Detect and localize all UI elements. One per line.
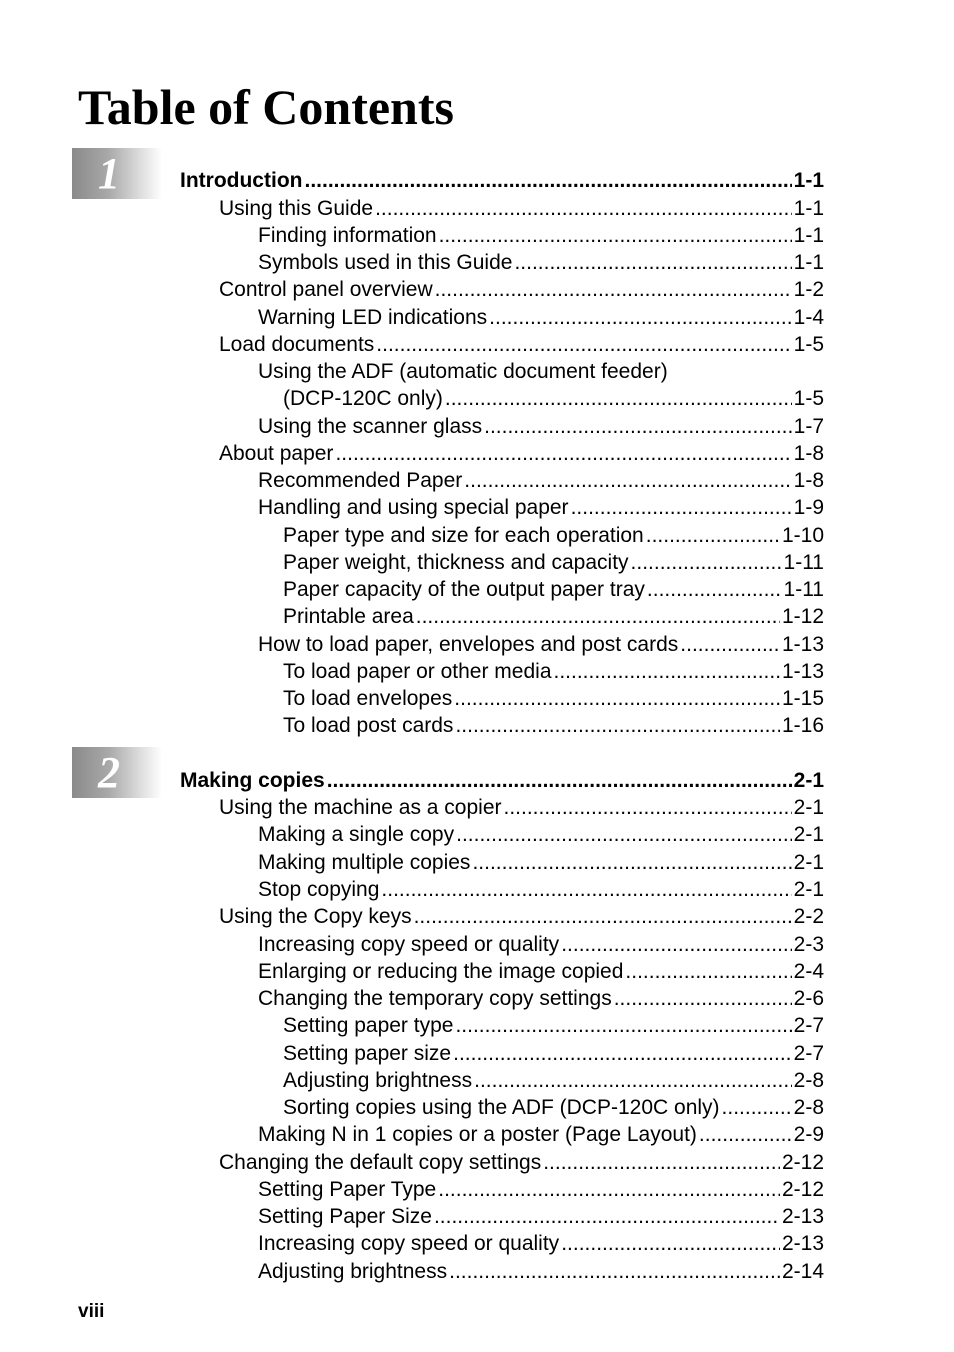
- toc-entry[interactable]: [283, 685, 824, 712]
- toc-page-ref: 1-16: [781, 714, 824, 737]
- page-title: Table of Contents: [78, 79, 454, 135]
- toc-entry-title: Setting Paper Size: [258, 1205, 432, 1228]
- toc-page-ref: 1-4: [793, 306, 824, 329]
- toc-entry[interactable]: [283, 1012, 824, 1039]
- toc-entry-title: Introduction: [180, 169, 303, 192]
- toc-entry-title: Enlarging or reducing the image copied: [258, 960, 624, 983]
- toc-page-ref: 1-1: [793, 251, 824, 274]
- toc-entry[interactable]: [258, 931, 824, 958]
- toc-page-ref: 1-9: [793, 496, 824, 519]
- toc-entry-title: Adjusting brightness: [283, 1069, 473, 1092]
- leader-dots: [434, 1203, 780, 1230]
- toc-entry[interactable]: [219, 794, 824, 821]
- toc-entry[interactable]: [258, 1203, 824, 1230]
- toc-entry-title: Using the scanner glass: [258, 415, 483, 438]
- toc-entry[interactable]: [258, 1230, 824, 1257]
- toc-entry-title: Increasing copy speed or quality: [258, 933, 560, 956]
- leader-dots: [453, 1040, 792, 1067]
- toc-entry-title: To load paper or other media: [283, 660, 552, 683]
- toc-page-ref: 2-13: [781, 1232, 824, 1255]
- toc-entry[interactable]: [258, 249, 824, 276]
- toc-page-ref: 2-1: [793, 796, 824, 819]
- toc-entry-title: Paper type and size for each operation: [283, 524, 644, 547]
- toc-entry[interactable]: [258, 494, 824, 521]
- toc-entry[interactable]: [219, 440, 824, 467]
- toc-entry-title: Increasing copy speed or quality: [258, 1232, 560, 1255]
- toc-entry[interactable]: [258, 849, 824, 876]
- toc-entry-title: Changing the temporary copy settings: [258, 987, 612, 1010]
- leader-dots: [484, 413, 792, 440]
- toc-page-ref: 1-2: [793, 278, 824, 301]
- leader-dots: [375, 195, 792, 222]
- toc-page-ref: 1-13: [781, 660, 824, 683]
- toc-entry[interactable]: [258, 1258, 824, 1285]
- toc-page-ref: 2-2: [793, 905, 824, 928]
- toc-page-ref: 1-5: [793, 333, 824, 356]
- leader-dots: [327, 767, 792, 794]
- toc-entry[interactable]: [258, 876, 824, 903]
- toc-entry-title: Setting paper type: [283, 1014, 454, 1037]
- toc-page-ref: 2-1: [793, 769, 824, 792]
- toc-entry[interactable]: [283, 1040, 824, 1067]
- leader-dots: [455, 712, 780, 739]
- toc-entry-title: Finding information: [258, 224, 437, 247]
- leader-dots: [554, 658, 780, 685]
- toc-page-ref: 1-8: [793, 469, 824, 492]
- toc-entry-title: Making N in 1 copies or a poster (Page Layout): [258, 1123, 697, 1146]
- toc-entry-title: Printable area: [283, 605, 414, 628]
- leader-dots: [625, 958, 791, 985]
- toc-entry-wrapped-line2[interactable]: [283, 385, 824, 412]
- toc-entry-title: Adjusting brightness: [258, 1260, 448, 1283]
- leader-dots: [631, 549, 782, 576]
- toc-page-ref: 1-11: [783, 578, 824, 601]
- chapter-number: 1: [98, 149, 120, 198]
- toc-entry[interactable]: [283, 1094, 824, 1121]
- chapter-tab-2: [72, 747, 162, 798]
- toc-entry[interactable]: [283, 658, 824, 685]
- toc-page-ref: 2-12: [781, 1178, 824, 1201]
- toc-entry[interactable]: [283, 549, 824, 576]
- toc-entry-title: Control panel overview: [219, 278, 433, 301]
- toc-entry-title: Setting paper size: [283, 1042, 452, 1065]
- toc-page-ref: 1-12: [781, 605, 824, 628]
- leader-dots: [489, 304, 791, 331]
- leader-dots: [504, 794, 792, 821]
- toc-page-ref: 1-1: [793, 169, 824, 192]
- toc-page-ref: 2-8: [793, 1069, 824, 1092]
- leader-dots: [646, 522, 780, 549]
- leader-dots: [561, 1230, 780, 1257]
- toc-page-ref: 1-5: [793, 387, 824, 410]
- leader-dots: [472, 849, 791, 876]
- toc-entry-title: Load documents: [219, 333, 375, 356]
- toc-entry[interactable]: [258, 467, 824, 494]
- toc-page-ref: 2-4: [793, 960, 824, 983]
- toc-entry-title: Stop copying: [258, 878, 380, 901]
- leader-dots: [614, 985, 792, 1012]
- toc-page-ref: 1-11: [783, 551, 824, 574]
- toc-entry-title: Using this Guide: [219, 197, 374, 220]
- toc-page-ref: 1-8: [793, 442, 824, 465]
- toc-page-ref: 2-14: [781, 1260, 824, 1283]
- toc-entry[interactable]: [258, 958, 824, 985]
- leader-dots: [680, 631, 780, 658]
- toc-chapter-making-copies[interactable]: [180, 767, 824, 794]
- toc-entry-title: About paper: [219, 442, 334, 465]
- toc-page-ref: 1-7: [793, 415, 824, 438]
- toc-page-ref: 1-13: [781, 633, 824, 656]
- toc-page-ref: 2-6: [793, 987, 824, 1010]
- page-number: viii: [78, 1301, 105, 1322]
- toc-entry-title: Symbols used in this Guide: [258, 251, 513, 274]
- toc-entry[interactable]: [258, 821, 824, 848]
- leader-dots: [416, 603, 780, 630]
- toc-page-ref: 2-12: [781, 1151, 824, 1174]
- toc-entry[interactable]: [258, 631, 824, 658]
- leader-dots: [456, 821, 792, 848]
- toc-entry-title: To load envelopes: [283, 687, 453, 710]
- toc-entry-title: How to load paper, envelopes and post cards: [258, 633, 679, 656]
- toc-page-ref: 2-1: [793, 851, 824, 874]
- leader-dots: [438, 1176, 780, 1203]
- toc-entry[interactable]: [219, 1149, 824, 1176]
- chapter-number: 2: [98, 748, 120, 797]
- toc-page-ref: 2-9: [793, 1123, 824, 1146]
- toc-entry-title: Using the machine as a copier: [219, 796, 502, 819]
- toc-page-ref: 1-1: [793, 197, 824, 220]
- leader-dots: [647, 576, 782, 603]
- toc-entry[interactable]: [283, 576, 824, 603]
- toc-page-ref: 1-10: [781, 524, 824, 547]
- leader-dots: [304, 167, 791, 194]
- toc-entry[interactable]: [283, 1067, 824, 1094]
- toc-entry[interactable]: [258, 1121, 824, 1148]
- toc-entry-title: Changing the default copy settings: [219, 1151, 542, 1174]
- toc-page-ref: 2-13: [781, 1205, 824, 1228]
- toc-entry[interactable]: [258, 304, 824, 331]
- toc-entry-title: Using the Copy keys: [219, 905, 412, 928]
- toc-entry-title-continued: (DCP-120C only): [283, 387, 443, 410]
- toc-entry[interactable]: [283, 712, 824, 739]
- toc-page-ref: 2-7: [793, 1042, 824, 1065]
- leader-dots: [449, 1258, 780, 1285]
- leader-dots: [381, 876, 791, 903]
- toc-page-ref: 2-8: [793, 1096, 824, 1119]
- toc-entry[interactable]: [258, 985, 824, 1012]
- leader-dots: [445, 385, 792, 412]
- toc-entry[interactable]: [258, 1176, 824, 1203]
- leader-dots: [699, 1121, 792, 1148]
- toc-entry-title: Setting Paper Type: [258, 1178, 437, 1201]
- toc-entry[interactable]: [219, 903, 824, 930]
- toc-entry[interactable]: [258, 222, 824, 249]
- toc-entry-title: Using the ADF (automatic document feeder): [258, 360, 668, 383]
- toc-entry[interactable]: [258, 413, 824, 440]
- toc-entry-title: To load post cards: [283, 714, 454, 737]
- toc-entry-title: Making multiple copies: [258, 851, 471, 874]
- leader-dots: [376, 331, 791, 358]
- toc-entry-title: Warning LED indications: [258, 306, 488, 329]
- leader-dots: [514, 249, 791, 276]
- leader-dots: [335, 440, 791, 467]
- toc-page-ref: 2-3: [793, 933, 824, 956]
- toc-page-ref: 1-1: [793, 224, 824, 247]
- chapter-tab-1: [72, 148, 162, 199]
- leader-dots: [439, 222, 792, 249]
- toc-entry-title: Making copies: [180, 769, 325, 792]
- leader-dots: [571, 494, 792, 521]
- toc-chapter-introduction[interactable]: [180, 167, 824, 194]
- toc-entry[interactable]: [283, 603, 824, 630]
- toc-entry-title: Paper capacity of the output paper tray: [283, 578, 645, 601]
- toc-page-ref: 2-1: [793, 823, 824, 846]
- toc-entry-title: Recommended Paper: [258, 469, 463, 492]
- toc-entry[interactable]: [219, 276, 824, 303]
- leader-dots: [414, 903, 792, 930]
- leader-dots: [435, 276, 792, 303]
- toc-entry[interactable]: [219, 195, 824, 222]
- toc-entry-wrapped-line1[interactable]: [258, 358, 824, 385]
- leader-dots: [455, 1012, 791, 1039]
- toc-entry-title: Handling and using special paper: [258, 496, 569, 519]
- leader-dots: [464, 467, 791, 494]
- leader-dots: [561, 931, 791, 958]
- toc-entry[interactable]: [219, 331, 824, 358]
- leader-dots: [722, 1094, 792, 1121]
- toc-entry[interactable]: [283, 522, 824, 549]
- toc-page-ref: 1-15: [781, 687, 824, 710]
- leader-dots: [543, 1149, 780, 1176]
- toc-entry-title: Paper weight, thickness and capacity: [283, 551, 629, 574]
- toc-page-ref: 2-7: [793, 1014, 824, 1037]
- leader-dots: [474, 1067, 792, 1094]
- toc-entry-title: Making a single copy: [258, 823, 455, 846]
- leader-dots: [454, 685, 780, 712]
- toc-page-ref: 2-1: [793, 878, 824, 901]
- toc-entry-title: Sorting copies using the ADF (DCP-120C only): [283, 1096, 720, 1119]
